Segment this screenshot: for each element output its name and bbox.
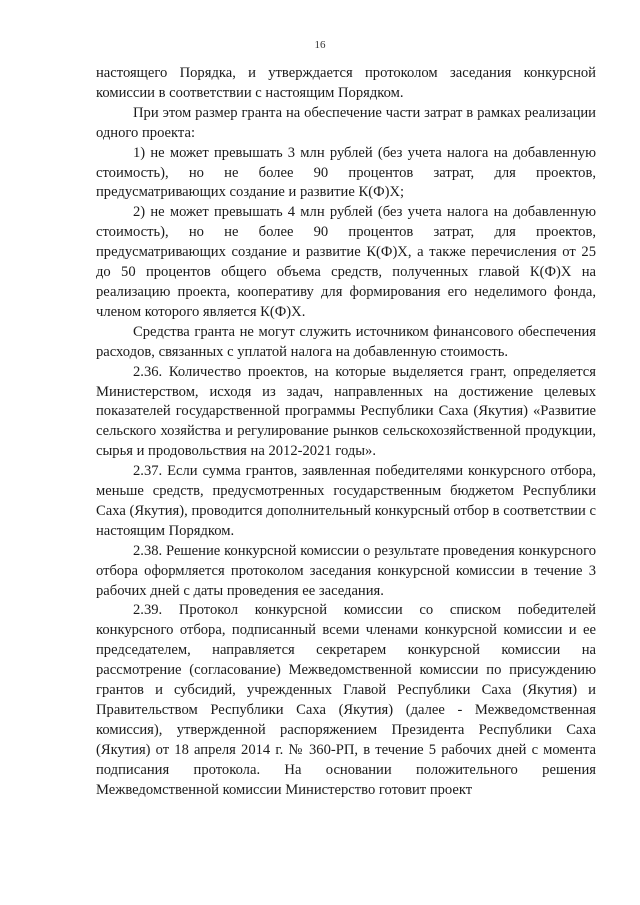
paragraph-clause-2-38: 2.38. Решение конкурсной комиссии о результате проведения конкурсного отбора оформляется протоколом заседания конкурсной комиссии в течение 3 рабочих дней с даты проведения ее заседания. xyxy=(96,542,596,599)
paragraph-continuation: настоящего Порядка, и утверждается протоколом заседания конкурсной комиссии в соответствии с настоящим Порядком. xyxy=(96,65,596,101)
paragraph-grant-item-2: 2) не может превышать 4 млн рублей (без учета налога на добавленную стоимость), но не более 90 процентов затрат, для проектов, предусматривающих создание и развитие К(Ф)Х, а также перечисления от 25 до 50 процентов общего объема средств, полученных главой К(Ф)Х на реализацию проекта, кооперативу для формирования его неделимого фонда, членом которого является К(Ф)Х. xyxy=(96,204,596,320)
page-number: 16 xyxy=(314,39,326,51)
paragraph-grant-funds-vat: Средства гранта не могут служить источником финансового обеспечения расходов, связанных с уплатой налога на добавленную стоимость. xyxy=(96,323,596,360)
body-text xyxy=(96,64,596,801)
paragraph-grant-size-intro: При этом размер гранта на обеспечение части затрат в рамках реализации одного проекта: xyxy=(96,104,596,141)
paragraph-clause-2-37: 2.37. Если сумма грантов, заявленная победителями конкурсного отбора, меньше средств, предусмотренных государственным бюджетом Республики Саха (Якутия), проводится дополнительный конкурсный отбор в соответствии с настоящим Порядком. xyxy=(96,463,596,539)
paragraph-clause-2-36: 2.36. Количество проектов, на которые выделяется грант, определяется Министерством, исходя из задач, направленных на достижение целевых показателей государственной программы Республики Саха (Якутия) «Развитие сельского хозяйства и регулирование рынков сельскохозяйственной продукции, сырья и продовольствия на 2012-2021 годы». xyxy=(96,363,596,460)
paragraph-clause-2-39: 2.39. Протокол конкурсной комиссии со списком победителей конкурсного отбора, подписанный всеми членами конкурсной комиссии и ее председателем, направляется секретарем конкурсной комиссии на рассмотрение (согласование) Межведомственной комиссии по присуждению грантов и субсидий, учрежденных Главой Республики Саха (Якутия) и Правительством Республики Саха (Якутия) (далее - Межведомственная комиссия), утвержденной распоряжением Президента Республики Саха (Якутия) от 18 апреля 2014 г. № 360-РП, в течение 5 рабочих дней с момента подписания протокола. На основании положительного решения Межведомственной комиссии Министерство готовит проект xyxy=(96,602,596,798)
paragraph-grant-item-1: 1) не может превышать 3 млн рублей (без учета налога на добавленную стоимость), но не более 90 процентов затрат, для проектов, предусматривающих создание и развитие К(Ф)Х; xyxy=(96,144,596,201)
